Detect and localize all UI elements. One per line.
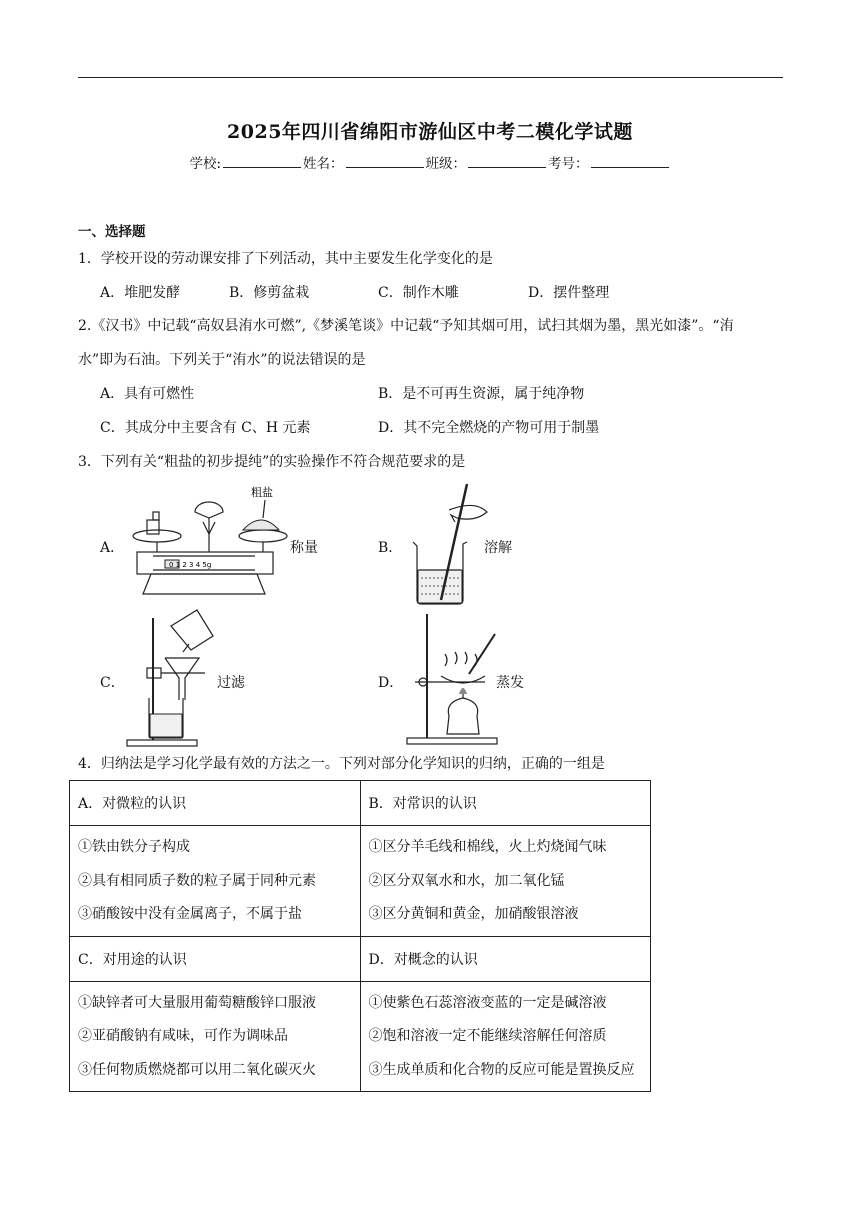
q4-d-line: ②饱和溶液一定不能继续溶解任何溶质 <box>368 1028 607 1044</box>
q4-option-a-header[interactable]: A．对微粒的认识 <box>70 781 361 826</box>
class-blank[interactable] <box>468 155 546 168</box>
q3-option-d-letter[interactable]: D． <box>378 675 404 691</box>
q2-stem-line1: 2.《汉书》中记载“高奴县洧水可燃”,《梦溪笔谈》中记载“予知其烟可用，试扫其烟为墨，黑光如漆”。“洧 <box>78 318 734 334</box>
q4-option-b-body <box>360 826 651 937</box>
q4-d-line: ①使紫色石蕊溶液变蓝的一定是碱溶液 <box>368 994 607 1011</box>
q3-option-b-caption: 溶解 <box>484 540 512 556</box>
q4-a-line: ②具有相同质子数的粒子属于同种元素 <box>78 872 316 889</box>
q4-option-d-body <box>360 981 651 1092</box>
q4-option-b-header[interactable]: B．对常识的认识 <box>360 781 651 826</box>
svg-text:0 1 2 3 4 5g: 0 1 2 3 4 5g <box>169 561 212 569</box>
school-label: 学校: <box>189 156 222 172</box>
q4-stem: 4．归纳法是学习化学最有效的方法之一。下列对部分化学知识的归纳，正确的一组是 <box>78 756 605 772</box>
q1-option-b[interactable]: B．修剪盆栽 <box>229 285 310 301</box>
school-blank[interactable] <box>223 155 301 168</box>
q4-options-table <box>69 780 651 1092</box>
name-blank[interactable] <box>346 155 424 168</box>
q1-stem: 1．学校开设的劳动课安排了下列活动，其中主要发生化学变化的是 <box>78 251 493 267</box>
filtration-setup-illustration <box>125 608 215 748</box>
q3-option-a-caption: 称量 <box>290 540 318 556</box>
balance-pointer-dial <box>195 502 223 552</box>
svg-text:粗盐: 粗盐 <box>251 486 273 499</box>
q3-stem: 3．下列有关“粗盐的初步提纯”的实验操作不符合规范要求的是 <box>78 454 466 470</box>
q2-option-b[interactable]: B．是不可再生资源，属于纯净物 <box>378 386 585 402</box>
section-title: 一、选择题 <box>78 224 146 240</box>
q3-option-a-letter[interactable]: A． <box>100 540 125 556</box>
q4-option-c-header[interactable]: C．对用途的认识 <box>70 936 361 981</box>
q4-b-line: ③区分黄铜和黄金，加硝酸银溶液 <box>368 906 579 922</box>
q2-stem-line2: 水”即为石油。下列关于“洧水”的说法错误的是 <box>78 352 366 368</box>
q1-option-d[interactable]: D．摆件整理 <box>528 285 610 301</box>
q2-option-c[interactable]: C．其成分中主要含有 C、H 元素 <box>100 420 311 436</box>
exam-no-blank[interactable] <box>591 155 669 168</box>
student-info-line <box>0 152 860 172</box>
q3-option-c-letter[interactable]: C． <box>100 675 125 691</box>
q3-option-b-letter[interactable]: B． <box>378 540 403 556</box>
balance-scale-illustration <box>125 482 285 602</box>
q1-option-a[interactable]: A．堆肥发酵 <box>100 285 181 301</box>
salt-label <box>251 485 273 499</box>
q2-option-d[interactable]: D．其不完全燃烧的产物可用于制墨 <box>378 420 600 436</box>
q4-option-c-body <box>70 981 361 1092</box>
exam-title: 2025年四川省绵阳市游仙区中考二模化学试题 <box>227 121 633 143</box>
q2-option-a[interactable]: A．具有可燃性 <box>100 386 195 402</box>
q3-option-d-caption: 蒸发 <box>496 675 524 691</box>
class-label: 班级： <box>425 156 467 172</box>
q3-option-c-caption: 过滤 <box>217 675 245 691</box>
q4-a-line: ③硝酸铵中没有金属离子，不属于盐 <box>78 906 302 922</box>
q1-option-c[interactable]: C．制作木雕 <box>378 285 459 301</box>
q4-c-line: ②亚硝酸钠有咸味，可作为调味品 <box>78 1028 288 1044</box>
q4-c-line: ③任何物质燃烧都可以用二氧化碳灭火 <box>78 1061 316 1078</box>
dissolving-beaker-illustration <box>405 482 495 607</box>
balance-scale-ticks <box>169 561 211 569</box>
q4-a-line: ①铁由铁分子构成 <box>78 839 190 855</box>
q4-c-line: ①缺锌者可大量服用葡萄糖酸锌口服液 <box>78 994 316 1011</box>
q4-b-line: ②区分双氧水和水，加二氧化锰 <box>368 872 565 889</box>
exam-no-label: 考号： <box>548 156 589 172</box>
header-rule <box>78 77 783 78</box>
q4-option-d-header[interactable]: D．对概念的认识 <box>360 936 651 981</box>
evaporation-setup-illustration <box>405 612 515 747</box>
q4-option-a-body <box>70 826 361 937</box>
q4-d-line: ③生成单质和化合物的反应可能是置换反应 <box>368 1061 635 1078</box>
name-label: 姓名： <box>303 156 344 172</box>
q4-b-line: ①区分羊毛线和棉线，火上灼烧闻气味 <box>368 839 607 855</box>
